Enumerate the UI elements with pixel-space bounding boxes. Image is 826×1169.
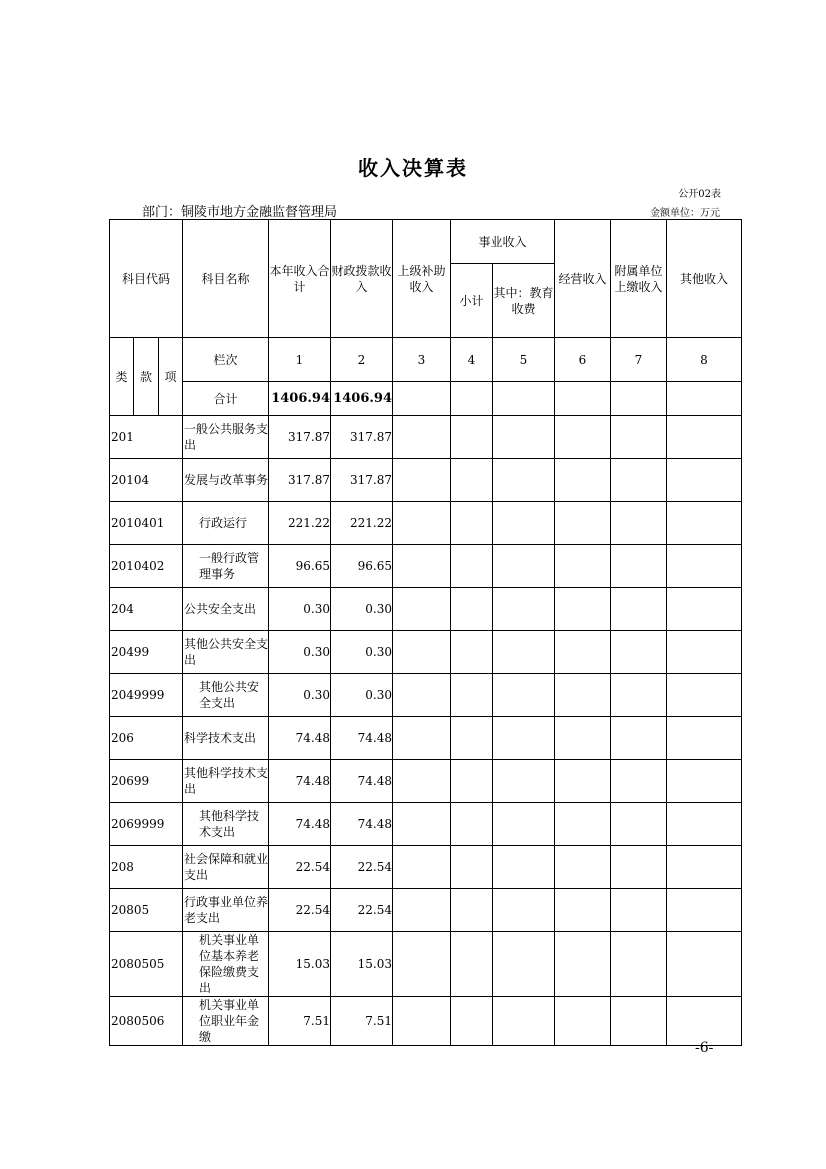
column-no-4: 4: [451, 338, 493, 382]
header-affiliated: 附属单位上缴收入: [611, 220, 667, 338]
empty-cell: [555, 760, 611, 803]
row-total: 221.22: [269, 502, 331, 545]
empty-cell: [667, 631, 742, 674]
department-label: 部门：铜陵市地方金融监督管理局: [142, 205, 338, 220]
empty-cell: [555, 545, 611, 588]
header-other: 其他收入: [667, 220, 742, 338]
empty-cell: [611, 588, 667, 631]
row-fiscal: 0.30: [331, 674, 393, 717]
row-code: 2010401: [110, 502, 183, 545]
empty-cell: [667, 416, 742, 459]
empty-cell: [555, 846, 611, 889]
empty-cell: [393, 502, 451, 545]
empty-cell: [393, 717, 451, 760]
empty-cell: [493, 416, 555, 459]
table-row: [110, 997, 742, 1046]
row-name: 社会保障和就业支出: [183, 846, 269, 889]
row-total: 0.30: [269, 674, 331, 717]
empty-cell: [393, 631, 451, 674]
empty-cell: [611, 760, 667, 803]
empty-cell: [555, 932, 611, 997]
empty-cell: [493, 459, 555, 502]
row-total: 0.30: [269, 588, 331, 631]
row-code: 20499: [110, 631, 183, 674]
row-fiscal: 22.54: [331, 889, 393, 932]
row-fiscal: 0.30: [331, 588, 393, 631]
empty-cell: [451, 502, 493, 545]
amount-unit-label: 金额单位：万元: [650, 208, 720, 219]
row-code: 204: [110, 588, 183, 631]
empty-cell: [393, 588, 451, 631]
empty-cell: [451, 459, 493, 502]
table-row: [110, 674, 742, 717]
row-fiscal: 221.22: [331, 502, 393, 545]
empty-cell: [451, 889, 493, 932]
header-lei: 类: [110, 338, 134, 416]
income-table: [109, 219, 742, 1046]
table-number: 公开02表: [678, 189, 721, 200]
total-row-label: 合计: [183, 382, 269, 416]
empty-cell: [611, 459, 667, 502]
row-fiscal: 74.48: [331, 717, 393, 760]
empty-cell: [667, 588, 742, 631]
empty-cell: [555, 588, 611, 631]
header-code: 科目代码: [110, 220, 183, 338]
column-no-5: 5: [493, 338, 555, 382]
empty-cell: [393, 459, 451, 502]
header-xiang: 项: [159, 338, 183, 416]
row-name: 一般行政管理事务: [183, 545, 269, 588]
empty-cell: [555, 416, 611, 459]
row-total: 317.87: [269, 459, 331, 502]
empty-cell: [611, 803, 667, 846]
row-fiscal: 0.30: [331, 631, 393, 674]
row-name: 机关事业单位职业年金缴: [183, 997, 269, 1046]
empty-cell: [493, 502, 555, 545]
empty-cell: [393, 846, 451, 889]
column-no-2: 2: [331, 338, 393, 382]
table-row: [110, 545, 742, 588]
row-total: 74.48: [269, 803, 331, 846]
row-name: 其他科学技术支出: [183, 803, 269, 846]
header-subtotal: 小计: [451, 264, 493, 338]
row-code: 208: [110, 846, 183, 889]
empty-cell: [667, 889, 742, 932]
column-no-3: 3: [393, 338, 451, 382]
empty-cell: [451, 416, 493, 459]
row-total: 317.87: [269, 416, 331, 459]
empty-cell: [493, 997, 555, 1046]
row-code: 2010402: [110, 545, 183, 588]
empty-cell: [493, 760, 555, 803]
table-row: [110, 760, 742, 803]
empty-cell: [493, 674, 555, 717]
empty-cell: [451, 846, 493, 889]
empty-cell: [451, 803, 493, 846]
table-row: [110, 889, 742, 932]
total-row-fiscal: 1406.94: [331, 382, 393, 416]
empty-cell: [393, 760, 451, 803]
row-name: 科学技术支出: [183, 717, 269, 760]
row-fiscal: 317.87: [331, 459, 393, 502]
empty-cell: [667, 502, 742, 545]
empty-cell: [393, 545, 451, 588]
row-total: 0.30: [269, 631, 331, 674]
row-code: 2049999: [110, 674, 183, 717]
row-name: 一般公共服务支出: [183, 416, 269, 459]
empty-cell: [451, 588, 493, 631]
column-no-label: 栏次: [183, 338, 269, 382]
row-name: 公共安全支出: [183, 588, 269, 631]
row-code: 20699: [110, 760, 183, 803]
row-code: 206: [110, 717, 183, 760]
empty-cell: [611, 631, 667, 674]
table-row: [110, 631, 742, 674]
empty-cell: [393, 932, 451, 997]
row-fiscal: 74.48: [331, 760, 393, 803]
empty-cell: [611, 545, 667, 588]
empty-cell: [667, 803, 742, 846]
row-code: 2080505: [110, 932, 183, 997]
empty-cell: [555, 459, 611, 502]
empty-cell: [667, 674, 742, 717]
empty-cell: [611, 717, 667, 760]
row-total: 74.48: [269, 717, 331, 760]
empty-cell: [393, 889, 451, 932]
empty-cell: [555, 803, 611, 846]
row-total: 22.54: [269, 889, 331, 932]
header-name: 科目名称: [183, 220, 269, 338]
empty-cell: [555, 889, 611, 932]
empty-cell: [493, 846, 555, 889]
empty-cell: [493, 631, 555, 674]
empty-cell: [667, 760, 742, 803]
empty-cell: [667, 459, 742, 502]
empty-cell: [493, 932, 555, 997]
empty-cell: [393, 803, 451, 846]
header-business: 事业收入: [451, 220, 555, 264]
empty-cell: [493, 803, 555, 846]
empty-cell: [393, 674, 451, 717]
row-fiscal: 74.48: [331, 803, 393, 846]
row-fiscal: 96.65: [331, 545, 393, 588]
column-no-8: 8: [667, 338, 742, 382]
row-name: 发展与改革事务: [183, 459, 269, 502]
empty-cell: [611, 416, 667, 459]
empty-cell: [451, 760, 493, 803]
empty-cell: [451, 631, 493, 674]
row-total: 96.65: [269, 545, 331, 588]
page-title: 收入决算表: [358, 156, 468, 180]
empty-cell: [393, 997, 451, 1046]
row-total: 22.54: [269, 846, 331, 889]
empty-cell: [611, 502, 667, 545]
page-number: -6-: [695, 1040, 714, 1056]
header-edu-fee: 其中：教育收费: [493, 264, 555, 338]
empty-cell: [451, 674, 493, 717]
row-name: 机关事业单位基本养老保险缴费支出: [183, 932, 269, 997]
empty-cell: [667, 846, 742, 889]
empty-cell: [667, 545, 742, 588]
table-row: [110, 717, 742, 760]
row-fiscal: 317.87: [331, 416, 393, 459]
header-total: 本年收入合计: [269, 220, 331, 338]
empty-cell: [451, 545, 493, 588]
empty-cell: [493, 717, 555, 760]
empty-cell: [611, 674, 667, 717]
empty-cell: [393, 416, 451, 459]
empty-cell: [667, 717, 742, 760]
empty-cell: [493, 588, 555, 631]
row-fiscal: 15.03: [331, 932, 393, 997]
empty-cell: [451, 717, 493, 760]
empty-cell: [493, 545, 555, 588]
row-code: 2080506: [110, 997, 183, 1046]
header-superior: 上级补助收入: [393, 220, 451, 338]
total-row-total: 1406.94: [269, 382, 331, 416]
row-code: 20104: [110, 459, 183, 502]
row-name: 行政运行: [183, 502, 269, 545]
row-name: 行政事业单位养老支出: [183, 889, 269, 932]
empty-cell: [555, 997, 611, 1046]
row-fiscal: 22.54: [331, 846, 393, 889]
row-fiscal: 7.51: [331, 997, 393, 1046]
row-name: 其他公共安全支出: [183, 631, 269, 674]
empty-cell: [611, 889, 667, 932]
empty-cell: [451, 932, 493, 997]
empty-cell: [555, 717, 611, 760]
empty-cell: [451, 997, 493, 1046]
table-row: [110, 932, 742, 997]
header-operating: 经营收入: [555, 220, 611, 338]
empty-cell: [611, 846, 667, 889]
table-row: [110, 416, 742, 459]
empty-cell: [493, 889, 555, 932]
table-row: [110, 459, 742, 502]
header-kuan: 款: [134, 338, 159, 416]
row-total: 7.51: [269, 997, 331, 1046]
empty-cell: [667, 932, 742, 997]
row-name: 其他公共安全支出: [183, 674, 269, 717]
table-row: [110, 846, 742, 889]
empty-cell: [555, 674, 611, 717]
column-no-1: 1: [269, 338, 331, 382]
empty-cell: [667, 997, 742, 1046]
column-no-7: 7: [611, 338, 667, 382]
empty-cell: [611, 997, 667, 1046]
column-no-6: 6: [555, 338, 611, 382]
row-code: 20805: [110, 889, 183, 932]
row-name: 其他科学技术支出: [183, 760, 269, 803]
empty-cell: [555, 502, 611, 545]
table-row: [110, 588, 742, 631]
row-code: 201: [110, 416, 183, 459]
row-total: 15.03: [269, 932, 331, 997]
empty-cell: [611, 932, 667, 997]
empty-cell: [555, 631, 611, 674]
row-code: 2069999: [110, 803, 183, 846]
header-fiscal: 财政拨款收入: [331, 220, 393, 338]
row-total: 74.48: [269, 760, 331, 803]
table-row: [110, 502, 742, 545]
table-row: [110, 803, 742, 846]
